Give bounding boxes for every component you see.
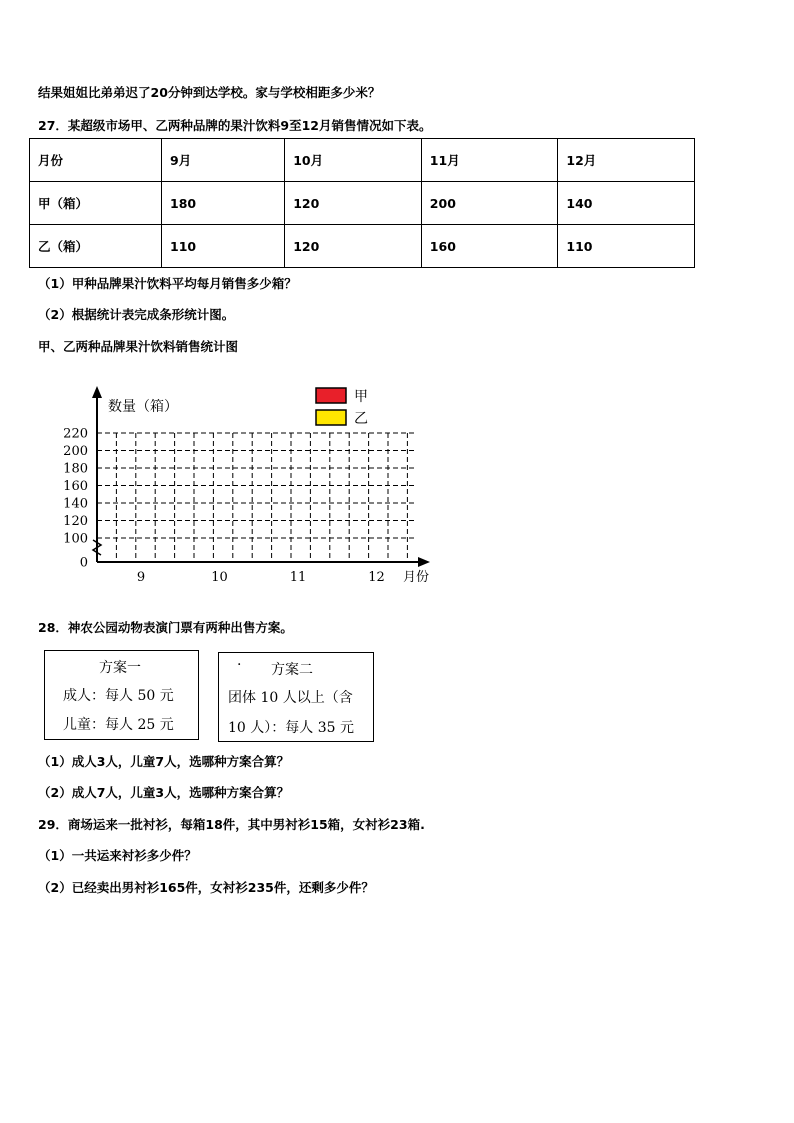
table-cell: 甲（箱） [30,182,162,225]
q28-sub1: （1）成人3人，儿童7人，选哪种方案合算？ [38,754,290,769]
q29-sub1: （1）一共运来衬衫多少件？ [38,848,197,863]
table-cell: 110 [558,225,695,268]
y-axis-arrow [92,386,102,398]
table-row [30,182,695,225]
y-tick-label: 100 [63,531,88,547]
table-cell: 160 [421,225,558,268]
q29-sub2: （2）已经卖出男衬衫165件，女衬衫235件，还剩多少件？ [38,880,374,895]
table-cell: 200 [421,182,558,225]
q27-sub2: （2）根据统计表完成条形统计图。 [38,307,235,322]
legend-label: 乙 [354,411,368,427]
plan1-title: 方案一 [99,660,141,676]
bar-chart [60,380,440,590]
x-tick-label: 12 [368,570,385,585]
table-cell: 乙（箱） [30,225,162,268]
plan2-title: 方案二 [271,662,313,678]
table-header-cell: 12月 [558,139,695,182]
legend-swatch [316,388,346,403]
y-tick-label: 160 [63,479,88,494]
plan1-line1: 成人：每人 50 元 [63,688,174,704]
plan1-line2: 儿童：每人 25 元 [63,717,174,733]
plan2-line1: 团体 10 人以上（含 [228,690,353,706]
y-tick-label: 140 [63,496,88,512]
q28-title: 28．神农公园动物表演门票有两种出售方案。 [38,620,293,635]
legend-swatch [316,410,346,425]
q27-sub1: （1）甲种品牌果汁饮料平均每月销售多少箱？ [38,276,297,291]
x-axis-title: 月份 [403,570,430,585]
table-cell: 120 [285,225,422,268]
table-header-cell: 月份 [30,139,162,182]
table-header-row [30,139,695,182]
table-header-cell: 9月 [162,139,285,182]
y-tick-label: 200 [63,444,88,459]
chart-title: 甲、乙两种品牌果汁饮料销售统计图 [38,339,239,354]
plan2-box [218,652,374,742]
y-tick-label: 220 [63,426,88,442]
x-tick-label: 10 [211,570,228,585]
q28-sub2: （2）成人7人，儿童3人，选哪种方案合算？ [38,785,290,800]
table-cell: 110 [162,225,285,268]
table-cell: 180 [162,182,285,225]
x-axis-arrow [418,557,430,567]
plan1-box [44,650,199,740]
x-tick-label: 11 [289,570,307,585]
legend-label: 甲 [354,389,368,405]
plan2-dot: · [237,657,242,673]
q27-title: 27．某超级市场甲、乙两种品牌的果汁饮料9至12月销售情况如下表。 [38,118,432,133]
y-axis-title: 数量（箱） [108,399,178,415]
table-cell: 140 [558,182,695,225]
table-cell: 120 [285,182,422,225]
y-tick-label: 120 [63,514,88,529]
y-tick-label: 0 [79,555,88,571]
plan2-line2: 10 人）：每人 35 元 [228,720,354,736]
sales-table [29,138,695,268]
q29-title: 29．商场运来一批衬衫，每箱18件，其中男衬衫15箱，女衬衫23箱. [38,817,425,832]
table-row [30,225,695,268]
table-header-cell: 11月 [421,139,558,182]
x-tick-label: 9 [136,570,146,585]
y-tick-label: 180 [63,461,88,477]
q26-tail-text: 结果姐姐比弟弟迟了20分钟到达学校。家与学校相距多少米？ [38,85,381,100]
axis-break-mark [93,540,101,555]
table-header-cell: 10月 [285,139,422,182]
